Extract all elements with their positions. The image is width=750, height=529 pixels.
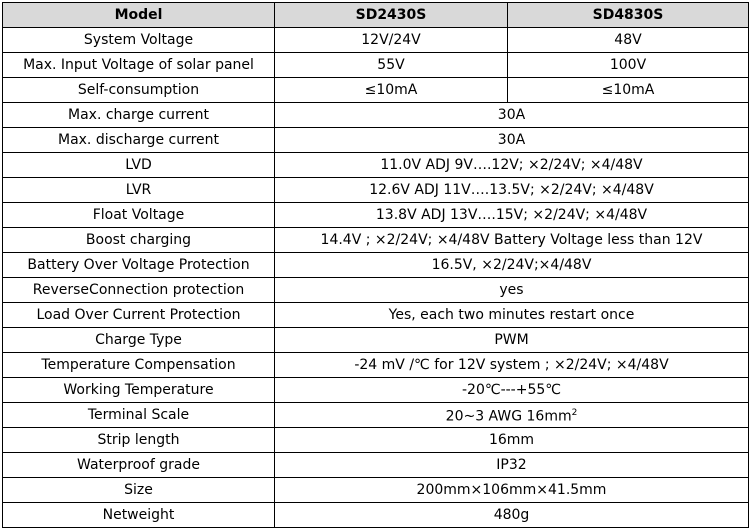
spec-table (2, 2, 749, 528)
row-value-sd2430s: ≤10mA (275, 78, 508, 103)
table-row (3, 403, 749, 428)
header-sd2430s: SD2430S (275, 3, 508, 28)
table-row (3, 128, 749, 153)
row-label: Max. discharge current (3, 128, 275, 153)
row-label: Max. Input Voltage of solar panel (3, 53, 275, 78)
row-value-shared: 480g (275, 503, 749, 528)
terminal-scale-value: 20~3 AWG 16mm (445, 408, 572, 425)
row-label: Load Over Current Protection (3, 303, 275, 328)
row-label: Waterproof grade (3, 453, 275, 478)
table-row (3, 353, 749, 378)
row-value-shared: yes (275, 278, 749, 303)
row-value-shared: PWM (275, 328, 749, 353)
row-value-shared: 30A (275, 128, 749, 153)
row-label: Size (3, 478, 275, 503)
row-value-shared: 16mm (275, 428, 749, 453)
table-row (3, 253, 749, 278)
row-value-shared: -24 mV /℃ for 12V system ; ×2/24V; ×4/48V (275, 353, 749, 378)
row-value-sd4830s: ≤10mA (508, 78, 749, 103)
table-row (3, 303, 749, 328)
row-value-shared: 200mm×106mm×41.5mm (275, 478, 749, 503)
row-value-shared: -20℃---+55℃ (275, 378, 749, 403)
row-value-shared: IP32 (275, 453, 749, 478)
table-row (3, 478, 749, 503)
header-model: Model (3, 3, 275, 28)
table-row (3, 28, 749, 53)
table-row (3, 78, 749, 103)
table-row (3, 328, 749, 353)
superscript-2: 2 (571, 408, 578, 419)
row-label: Netweight (3, 503, 275, 528)
table-row (3, 203, 749, 228)
row-label: ReverseConnection protection (3, 278, 275, 303)
row-label: Battery Over Voltage Protection (3, 253, 275, 278)
table-row (3, 178, 749, 203)
row-value-shared: 30A (275, 103, 749, 128)
row-label: Strip length (3, 428, 275, 453)
row-value-shared: 14.4V ; ×2/24V; ×4/48V Battery Voltage less than 12V (275, 228, 749, 253)
row-label: Terminal Scale (3, 403, 275, 428)
row-label: Temperature Compensation (3, 353, 275, 378)
table-row (3, 153, 749, 178)
row-label: Working Temperature (3, 378, 275, 403)
row-value-shared: 13.8V ADJ 13V….15V; ×2/24V; ×4/48V (275, 203, 749, 228)
row-label: Max. charge current (3, 103, 275, 128)
table-row (3, 428, 749, 453)
row-value-shared (275, 403, 749, 428)
table-row (3, 453, 749, 478)
row-label: Charge Type (3, 328, 275, 353)
row-label: System Voltage (3, 28, 275, 53)
row-value-shared: 11.0V ADJ 9V….12V; ×2/24V; ×4/48V (275, 153, 749, 178)
table-row (3, 103, 749, 128)
row-label: LVD (3, 153, 275, 178)
row-value-sd4830s: 48V (508, 28, 749, 53)
table-row (3, 53, 749, 78)
row-value-shared: Yes, each two minutes restart once (275, 303, 749, 328)
table-row (3, 278, 749, 303)
row-value-sd2430s: 12V/24V (275, 28, 508, 53)
header-sd4830s: SD4830S (508, 3, 749, 28)
row-value-shared: 12.6V ADJ 11V….13.5V; ×2/24V; ×4/48V (275, 178, 749, 203)
table-row (3, 503, 749, 528)
table-row (3, 228, 749, 253)
row-value-shared: 16.5V, ×2/24V;×4/48V (275, 253, 749, 278)
row-value-sd4830s: 100V (508, 53, 749, 78)
table-row (3, 378, 749, 403)
row-value-sd2430s: 55V (275, 53, 508, 78)
header-row (3, 3, 749, 28)
row-label: Boost charging (3, 228, 275, 253)
row-label: Self-consumption (3, 78, 275, 103)
row-label: LVR (3, 178, 275, 203)
row-label: Float Voltage (3, 203, 275, 228)
